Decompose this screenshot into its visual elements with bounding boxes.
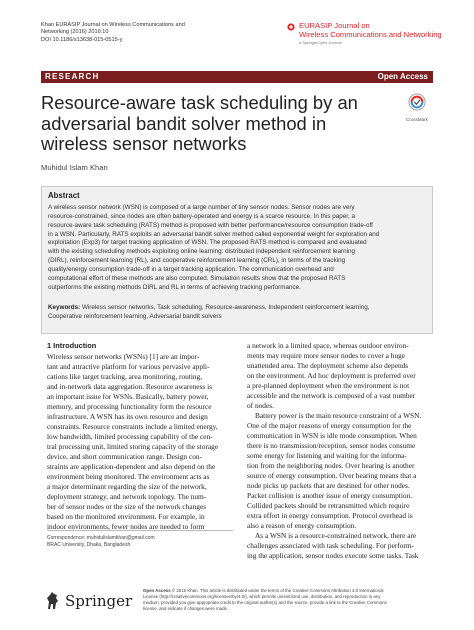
body-column-right: [247, 341, 433, 561]
article-title: [41, 93, 386, 155]
body-line: on the environment. Ad hoc deployment is preferred over: [247, 371, 416, 380]
body-line: cations like target tracking, area monitoring, routing,: [47, 372, 203, 381]
body-line: and in-network data aggregation. Resource awareness is: [47, 382, 212, 391]
keywords-label: Keywords:: [48, 304, 81, 311]
body-line: source of energy consumption. Over hearing means that a: [247, 471, 417, 480]
abstract-line: outperforms the existing methods DIRL and RL in terms of achieving tracking performance.: [48, 283, 301, 291]
body-line: there is no transmission/reception, sensor nodes consume: [247, 441, 416, 450]
body-line: a major determinant regarding the size of the network,: [47, 482, 207, 491]
springer-logo: [45, 591, 132, 611]
body-line: infrastructure. A WSN has its own resource and design: [47, 412, 208, 421]
open-access-label: Open Access: [377, 72, 428, 81]
article-type-label: RESEARCH: [45, 72, 100, 81]
keywords-line: Cooperative reinforcement learning, Adversarial bandit solvers: [48, 312, 222, 320]
abstract-line: with the existing scheduling methods exploiting online learning: distributed independent reinforcement learning: [48, 248, 355, 256]
keywords-text: Wireless sensor networks, Task scheduling, Resource-awareness, Independent reinforcement learning,: [80, 304, 370, 311]
license-line: license, and indicate if changes were made.: [143, 606, 229, 611]
journal-logo-icon: [287, 23, 295, 31]
body-line: memory, and processing functionality form the resource: [47, 402, 212, 411]
crossmark-label: CrossMark: [406, 117, 428, 122]
abstract-line: exploitation (Exp3) for target tracking application of WSN. The proposed RATS method is compared and evaluated: [48, 239, 367, 247]
author-name: Muhidul Islam Khan: [41, 163, 108, 172]
body-line: communication in WSN is idle mode consumption. When: [247, 431, 417, 440]
section-heading: 1 Introduction: [47, 341, 97, 350]
body-line: a network in a limited space, whereas outdoor environ-: [247, 341, 409, 350]
body-line: challenges associated with task scheduling. For perform-: [247, 541, 415, 550]
body-line: node picks up packets that are destined for other nodes.: [247, 481, 410, 490]
citation-line: Khan EURASIP Journal on Wireless Communications and: [41, 22, 185, 28]
body-line: ments may require more sensor nodes to cover a huge: [247, 351, 406, 360]
body-line: As a WSN is a resource-constrained network, there are: [255, 531, 417, 540]
abstract-text: [48, 204, 430, 292]
body-line: device, and short communication range. Design con-: [47, 452, 202, 461]
title-line: adversarial bandit solver method in: [41, 112, 327, 134]
abstract-line: computational effort of these methods are also computed. Simulation results show that the proposed RATS: [48, 274, 346, 282]
crossmark-icon: [408, 93, 426, 111]
abstract-heading: Abstract: [48, 191, 80, 200]
keywords: [48, 304, 430, 322]
body-column-left: [47, 352, 233, 532]
doi-line[interactable]: DOI 10.1186/s13638-015-0515-y: [41, 36, 123, 43]
journal-name-line: Wireless Communications and Networking: [299, 29, 442, 39]
journal-name: [299, 22, 442, 39]
springer-wordmark: Springer: [65, 592, 133, 610]
license-text: [143, 588, 443, 612]
abstract-line: A wireless sensor network (WSN) is composed of a large number of tiny sensor nodes. Sensor nodes are very: [48, 204, 355, 211]
citation-block: [41, 22, 241, 44]
title-line: Resource-aware task scheduling by an: [41, 92, 358, 113]
abstract-box: [41, 186, 433, 334]
title-line: wireless sensor networks: [41, 133, 247, 154]
body-line: low bandwidth, limited processing capability of the cen-: [47, 432, 213, 441]
body-line: ing the application, sensor nodes execute some tasks. Task: [247, 551, 419, 560]
body-line: tant and attractive platform for various pervasive appli-: [47, 362, 210, 371]
footnote-divider: [47, 530, 233, 531]
body-line: Battery power is the main resource constraint of a WSN.: [255, 411, 422, 420]
correspondence-affiliation: BRAC University, Dhaka, Bangladesh: [47, 542, 131, 548]
correspondence: [47, 535, 155, 549]
body-line: constraints. Resource constraints include a limited energy,: [47, 422, 218, 431]
correspondence-email[interactable]: Correspondence: muhidulislamkhan@gmail.com: [47, 535, 155, 541]
body-line: indoor environments, fewer nodes are needed to form: [47, 522, 205, 531]
publisher-tag: a SpringerOpen Journal: [299, 40, 342, 46]
body-line: Wireless sensor networks (WSNs) [1] are an impor-: [47, 352, 200, 361]
citation-line: Networking (2016) 2016:10: [41, 29, 109, 36]
license-lead: Open Access: [143, 588, 171, 593]
body-line: tion from the neighboring nodes. Over hearing is another: [247, 461, 415, 470]
body-line: ber of sensor nodes or the size of the network changes: [47, 502, 207, 511]
abstract-line: quality/energy consumption trade-off in a target tracking application. The communication overhead and: [48, 265, 334, 273]
body-line: Packet collision is another issue of energy consumption.: [247, 491, 413, 500]
body-line: straints are application-dependent and also depend on the: [47, 462, 216, 471]
body-line: Collided packets should be retransmitted which require: [247, 501, 410, 510]
license-line: medium, provided you give appropriate credit to the original author(s) and the source, provide a link to the Creative Commons: [143, 600, 387, 605]
keywords-line: [48, 304, 430, 313]
body-line: based on the monitored environment. For example, in: [47, 512, 205, 521]
license-line-text: © 2016 Khan. This article is distributed under the terms of the Creative Commons Attribution 4.0 International: [171, 588, 384, 593]
crossmark-badge[interactable]: [387, 93, 447, 122]
body-line: of nodes.: [247, 401, 274, 410]
body-line: accessible and the network is composed of a vast number: [247, 391, 416, 400]
body-line: a pre-planned deployment when the environment is not: [247, 381, 410, 390]
abstract-line: in a WSN. Particularly, RATS exploits an adversarial bandit solver method called exponential weight for exploration and: [48, 230, 380, 238]
springer-horse-icon: [45, 591, 61, 611]
body-line: tral processing unit, limited storing capacity of the storage: [47, 442, 219, 451]
abstract-line: resource-constrained, since nodes are often battery-operated and energy is a scarce resource. In this paper, a: [48, 212, 355, 220]
abstract-line: (DIRL), reinforcement learning (RL), and cooperative reinforcement learning (CRL), in terms of the tracking: [48, 257, 346, 265]
license-line[interactable]: License (http://creativecommons.org/licenses/by/4.0/), which permits unrestricted use, distribution, and reproduction in any: [143, 594, 381, 599]
body-line: deployment strategy, and network topology. The num-: [47, 492, 207, 501]
abstract-line: resource-aware task scheduling (RATS) method is proposed with better performance/resource consumption trade-off: [48, 221, 373, 229]
article-type-band: [41, 71, 433, 83]
body-line: an important issue for WSNs. Basically, battery power,: [47, 392, 209, 401]
body-line: also a reason of energy consumption.: [247, 521, 357, 530]
body-line: unattended area. The deployment scheme also depends: [247, 361, 409, 370]
body-line: extra effort in energy consumption. Protocol overhead is: [247, 511, 413, 520]
body-line: environment being monitored. The environment acts as: [47, 472, 210, 481]
body-line: some energy for listening and waiting for the informa-: [247, 451, 407, 460]
journal-logo: [287, 22, 462, 45]
body-line: One of the major reasons of energy consumption for the: [247, 421, 412, 430]
journal-name-line: EURASIP Journal on: [299, 21, 370, 30]
